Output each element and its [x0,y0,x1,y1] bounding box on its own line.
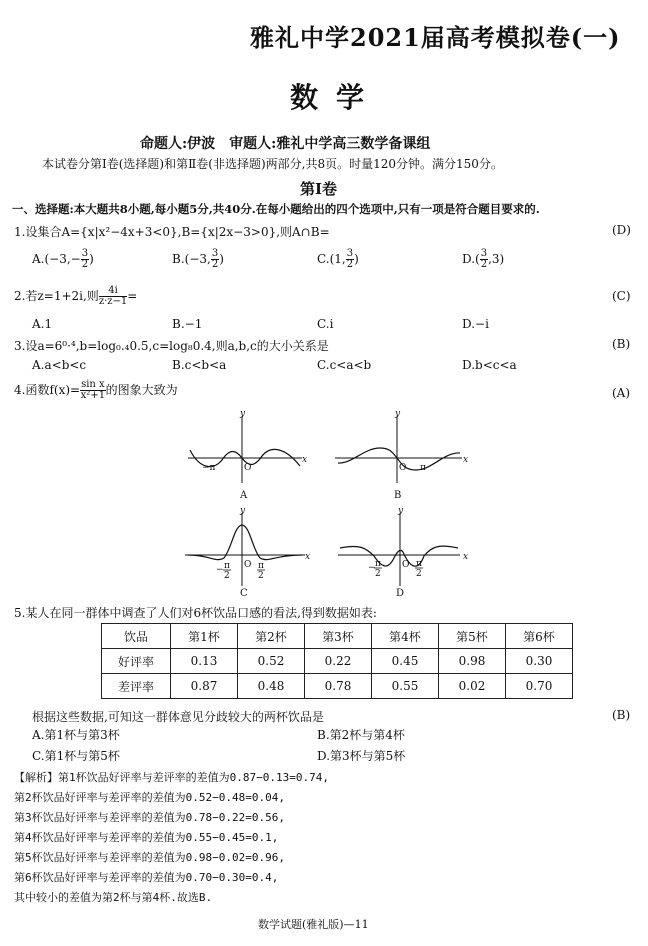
table-row [102,649,573,674]
svg-text:y: y [398,506,404,516]
svg-text:π: π [224,561,230,571]
section-instructions: 一、选择题:本大题共8小题,每小题5分,共40分.在每小题给出的四个选项中,只有一项是符合题目要求的. [12,202,540,216]
svg-text:y: y [240,506,246,516]
question-3-option-b: B.c<b<a [172,358,227,372]
table-cell: 0.30 [506,649,573,674]
table-cell: 0.48 [238,674,305,699]
question-2-option-d: D.−i [462,317,489,331]
table-cell: 0.98 [439,649,506,674]
svg-text:O: O [402,560,410,570]
table-cell: 差评率 [102,674,171,699]
svg-text:−π: −π [202,463,216,473]
table-cell: 0.87 [171,674,238,699]
svg-text:x: x [463,455,469,465]
question-3-option-c: C.c<a<b [317,358,372,372]
question-4-graphs [180,408,480,598]
table-cell: 0.70 [506,674,573,699]
explanation-line: 第2杯饮品好评率与差评率的差值为0.52−0.48=0.04, [14,791,285,804]
svg-text:x: x [302,455,308,465]
svg-text:2: 2 [416,569,422,579]
explanation-line: 第3杯饮品好评率与差评率的差值为0.78−0.22=0.56, [14,811,285,824]
question-1-option-b: B.(−3, $\frac{3}{2}$ ) [172,248,224,270]
question-3-option-a: A.a<b<c [32,358,87,372]
question-1-option-a: A.(−3,− $\frac{3}{2}$ ) [32,248,94,270]
graph-c [185,513,305,586]
question-2-option-c: C.i [317,317,334,331]
table-header-cell: 第2杯 [238,624,305,649]
table-cell: 0.45 [372,649,439,674]
question-5-stem: 5.某人在同一群体中调查了人们对6杯饮品口感的看法,得到数据如表: [14,606,377,620]
svg-text:y: y [240,409,246,419]
question-1-option-c: C.(1, $\frac{3}{2}$ ) [317,248,359,270]
question-3-stem: 3.设a=6⁰·⁴,b=log₀.₄0.5,c=log₈0.4,则a,b,c的大小关系是 [14,339,329,353]
explanation-line: 【解析】第1杯饮品好评率与差评率的差值为0.87−0.13=0.74, [14,771,329,784]
table-header-cell: 第5杯 [439,624,506,649]
table-header-row [102,624,573,649]
rating-table [101,623,573,699]
explanation-line: 其中较小的差值为第2杯与第4杯.故选B. [14,891,213,904]
question-2-option-a: A.1 [32,317,53,331]
graph-d-label: D [396,588,405,598]
explanation-line: 第4杯饮品好评率与差评率的差值为0.55−0.45=0.1, [14,831,279,844]
question-4-answer: (A) [612,386,631,400]
svg-text:2: 2 [224,571,230,581]
table-cell: 0.78 [305,674,372,699]
question-4-stem: 4.函数f(x)= $\frac{\text{sin x}}{\text{x²+1}}$ 的图象大致为 [14,379,178,401]
graph-c-label: C [240,588,248,598]
svg-text:x: x [463,552,469,562]
svg-text:x: x [305,552,311,562]
question-3-option-d: D.b<c<a [462,358,517,372]
question-2-stem: 2.若z=1+2i,则 $\frac{4i}{z\cdot z-1}$ = [14,285,138,307]
question-5-question: 根据这些数据,可知这一群体意见分歧较大的两杯饮品是 [32,710,324,724]
table-cell: 0.52 [238,649,305,674]
graph-d [338,513,460,586]
volume-heading: 第Ⅰ卷 [300,180,338,198]
svg-text:2: 2 [258,571,264,581]
table-header-cell: 第6杯 [506,624,573,649]
table-cell: 0.02 [439,674,506,699]
svg-text:−: − [368,563,376,573]
table-cell: 0.55 [372,674,439,699]
svg-text:O: O [399,463,407,473]
graph-a-label: A [240,490,248,501]
svg-text:π: π [420,463,426,473]
question-2-answer: (C) [612,289,631,303]
explanation-line: 第5杯饮品好评率与差评率的差值为0.98−0.02=0.96, [14,851,285,864]
question-1-option-d: D.( $\frac{3}{2}$ ,3) [462,248,505,270]
question-5-option-c: C.第1杯与第5杯 [32,749,120,763]
table-header-cell: 第4杯 [372,624,439,649]
subject-heading: 数学 [290,81,383,114]
svg-text:π: π [375,559,381,569]
svg-text:π: π [416,559,422,569]
exam-info: 本试卷分第Ⅰ卷(选择题)和第Ⅱ卷(非选择题)两部分,共8页。时量120分钟。满分150分。 [42,157,503,171]
question-5-answer: (B) [612,708,631,722]
table-cell: 好评率 [102,649,171,674]
question-5-option-a: A.第1杯与第3杯 [32,728,120,742]
svg-text:−: − [216,565,224,575]
svg-text:O: O [244,560,252,570]
graph-b-label: B [394,490,402,501]
question-2-option-b: B.−1 [172,317,203,331]
table-header-cell: 第3杯 [305,624,372,649]
svg-text:2: 2 [375,569,381,579]
table-row [102,674,573,699]
question-5-option-d: D.第3杯与第5杯 [317,749,406,763]
svg-text:O: O [244,463,252,473]
table-header-cell: 第1杯 [171,624,238,649]
table-header-cell: 饮品 [102,624,171,649]
table-cell: 0.13 [171,649,238,674]
question-5-option-b: B.第2杯与第4杯 [317,728,405,742]
svg-text:π: π [258,561,264,571]
page-footer: 数学试题(雅礼版)—11 [258,918,369,931]
question-1-answer: (D) [612,223,631,237]
svg-text:y: y [395,409,401,419]
authors-line: 命题人:伊波 审题人:雅礼中学高三数学备课组 [140,136,431,152]
explanation-line: 第6杯饮品好评率与差评率的差值为0.70−0.30=0.4, [14,871,279,884]
question-3-answer: (B) [612,337,631,351]
table-cell: 0.22 [305,649,372,674]
page-title: 雅礼中学2021届高考模拟卷(一) [250,23,621,52]
question-1-stem: 1.设集合A={x|x²−4x+3<0},B={x|2x−3>0},则A∩B= [14,225,330,239]
